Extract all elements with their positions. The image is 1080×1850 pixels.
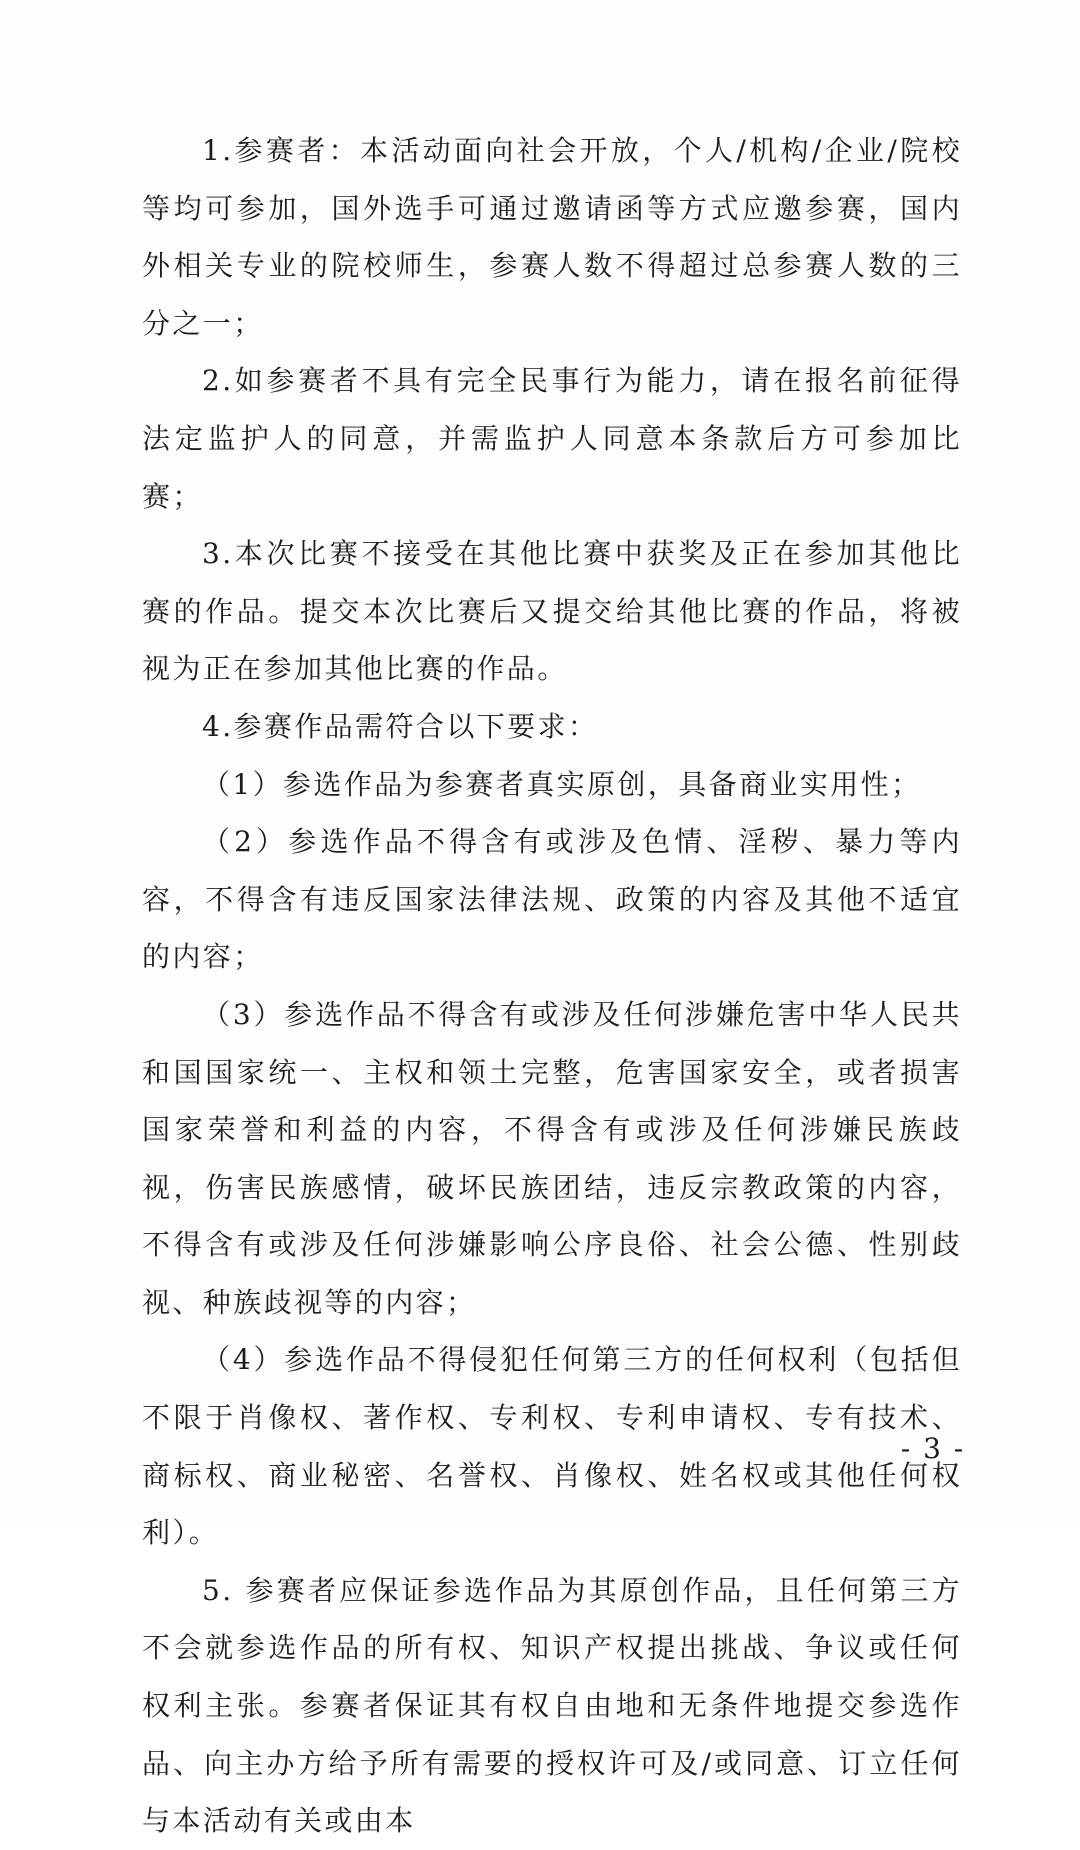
paragraph-no-duplicate-entries: 3.本次比赛不接受在其他比赛中获奖及正在参加其他比赛的作品。提交本次比赛后又提交给其他比赛的作品，将被视为正在参加其他比赛的作品。: [142, 537, 962, 686]
requirement-item-2: （2）参选作品不得含有或涉及色情、淫秽、暴力等内容，不得含有违反国家法律法规、政策的内容及其他不适宜的内容；: [142, 825, 962, 974]
requirement-item-4: （4）参选作品不得侵犯任何第三方的任何权利（包括但不限于肖像权、著作权、专利权、专利申请权、专有技术、商标权、商业秘密、名誉权、肖像权、姓名权或其他任何权利）。: [142, 1343, 962, 1550]
paragraph-originality-guarantee: 5. 参赛者应保证参选作品为其原创作品，且任何第三方不会就参选作品的所有权、知识产权提出挑战、争议或任何权利主张。参赛者保证其有权自由地和无条件地提交参选作品、向主办方给予所有需要的授权许可及/或同意、订立任何与本活动有关或由本: [142, 1573, 962, 1838]
document-body: [142, 122, 962, 1850]
page-number: - 3 -: [900, 1432, 966, 1465]
requirement-item-1: （1）参选作品为参赛者真实原创，具备商业实用性；: [202, 767, 922, 801]
paragraph-guardian-consent: 2.如参赛者不具有完全民事行为能力，请在报名前征得法定监护人的同意，并需监护人同意本条款后方可参加比赛；: [142, 364, 962, 513]
paragraph-entry-requirements: 4.参赛作品需符合以下要求：: [202, 709, 599, 743]
requirement-item-3: （3）参选作品不得含有或涉及任何涉嫌危害中华人民共和国国家统一、主权和领土完整，危害国家安全，或者损害国家荣誉和利益的内容，不得含有或涉及任何涉嫌民族歧视，伤害民族感情，破坏民族团结，违反宗教政策的内容，不得含有或涉及任何涉嫌影响公序良俗、社会公德、性别歧视、种族歧视等的内容；: [142, 997, 962, 1319]
paragraph-participants: 1.参赛者：本活动面向社会开放，个人/机构/企业/院校等均可参加，国外选手可通过邀请函等方式应邀参赛，国内外相关专业的院校师生，参赛人数不得超过总参赛人数的三分之一；: [142, 134, 962, 340]
